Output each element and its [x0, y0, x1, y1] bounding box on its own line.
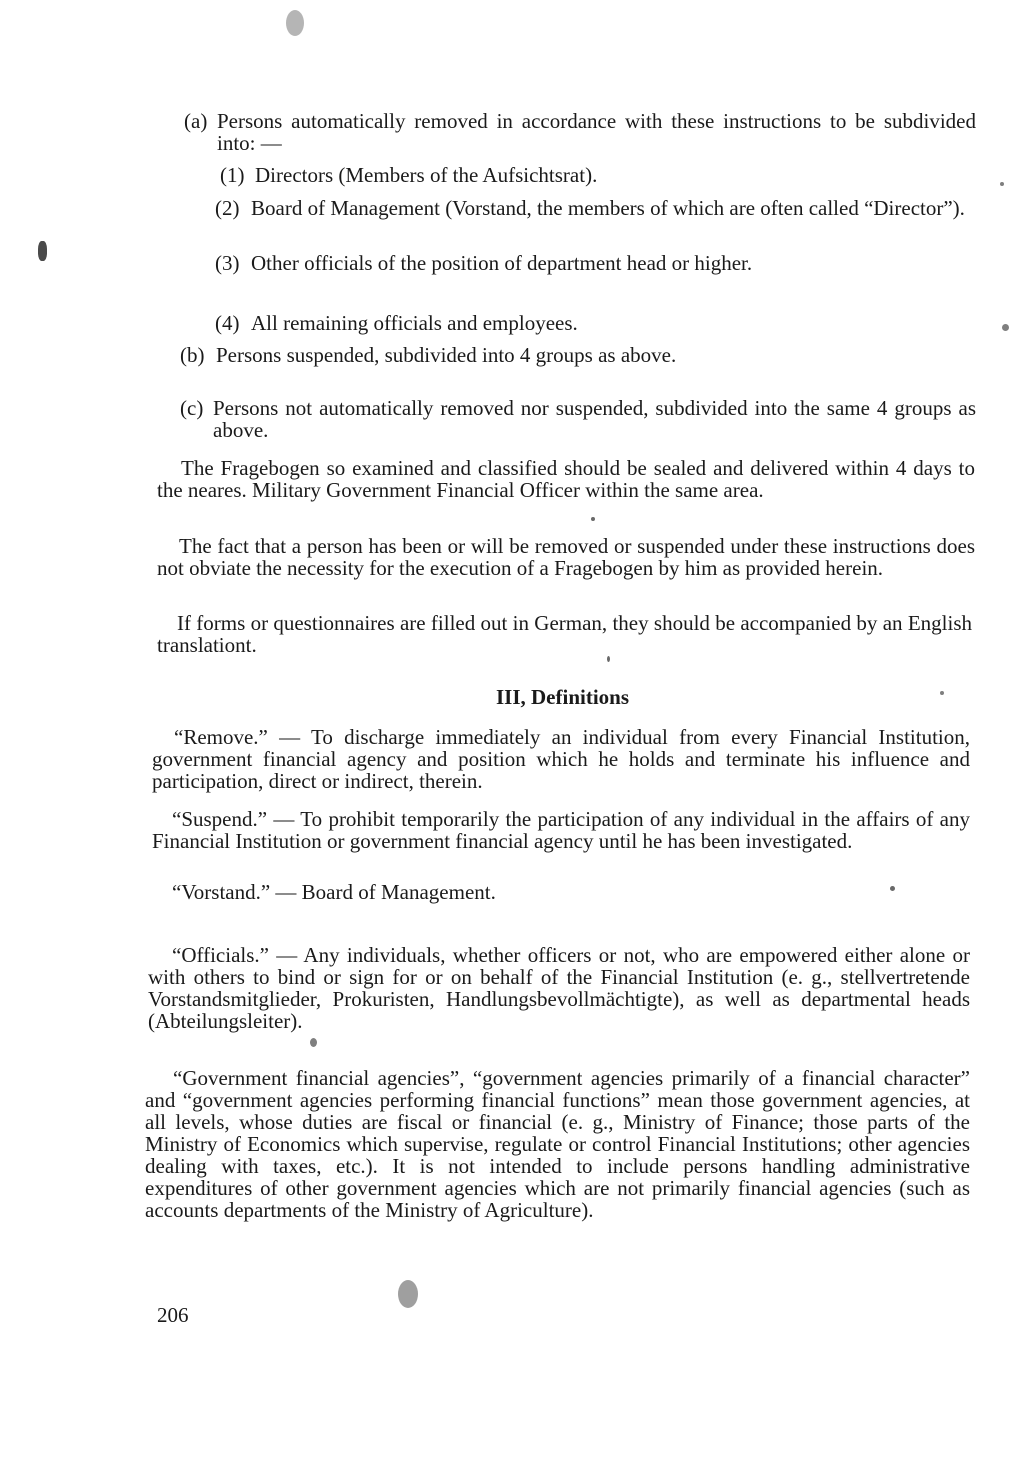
section-a-item-2 [215, 197, 976, 219]
item-2-label: (2) [215, 196, 240, 220]
section-a-item-1 [220, 164, 976, 186]
paragraph-fragebogen-delivery: The Fragebogen so examined and classified should be sealed and delivered within 4 days to the neares. Military Government Financial Officer within the same area. [157, 456, 975, 502]
section-a-text: Persons automatically removed in accordance with these instructions to be subdivided into: — [217, 109, 976, 155]
section-c-label: (c) [180, 396, 204, 420]
item-4-text: All remaining officials and employees. [251, 311, 578, 335]
scan-speck [1002, 324, 1009, 331]
item-2-text: Board of Management (Vorstand, the members of which are often called “Director”). [251, 196, 965, 220]
item-1-label: (1) [220, 163, 245, 187]
scan-speck [398, 1280, 418, 1308]
scan-speck [38, 241, 47, 261]
section-c [180, 397, 976, 441]
scan-speck [1000, 182, 1004, 186]
definition-vorstand: “Vorstand.” — Board of Management. [172, 880, 496, 904]
section-a-item-4 [215, 312, 976, 334]
section-a-label: (a) [184, 109, 208, 133]
section-heading-definitions: III, Definitions [495, 685, 630, 709]
scan-speck [591, 517, 595, 521]
item-4-label: (4) [215, 311, 240, 335]
page-number: 206 [157, 1303, 189, 1327]
section-b-label: (b) [180, 343, 205, 367]
scan-speck [940, 691, 944, 695]
paragraph-translation: If forms or questionnaires are filled out in German, they should be accompanied by an English translationt. [157, 611, 972, 657]
scan-speck [286, 10, 304, 36]
section-b [180, 344, 976, 366]
paragraph-removal-fragebogen: The fact that a person has been or will be removed or suspended under these instructions does not obviate the necessity for the execution of a Fragebogen by him as provided herein. [157, 534, 975, 580]
definition-remove: “Remove.” — To discharge immediately an individual from every Financial Institution, government financial agency and position which he holds and terminate his influence and participation, direct or indirect, therein. [152, 725, 970, 793]
scan-speck [890, 886, 895, 891]
item-3-text: Other officials of the position of department head or higher. [251, 251, 753, 275]
section-b-text: Persons suspended, subdivided into 4 groups as above. [216, 343, 677, 367]
section-a-item-3 [215, 252, 976, 274]
definition-suspend: “Suspend.” — To prohibit temporarily the participation of any individual in the affairs of any Financial Institution or government financial agency until he has been investigated. [152, 807, 970, 853]
section-a [184, 110, 976, 154]
scan-speck [310, 1038, 317, 1047]
section-c-text: Persons not automatically removed nor suspended, subdivided into the same 4 groups as above. [213, 396, 976, 442]
item-1-text: Directors (Members of the Aufsichtsrat). [255, 163, 598, 187]
item-3-label: (3) [215, 251, 240, 275]
definition-government-financial-agencies: “Government financial agencies”, “government agencies primarily of a financial character” and “government agencies performing financial functions” mean those government agencies, at all levels, whose duties are fiscal or financial (e. g., Ministry of Finance; those parts of the Ministry of Economics which supervise, regulate or control Financial Institutions; other agencies dealing with taxes, etc.). It is not intended to include persons handling administrative expenditures of other government agencies which are not primarily financial agencies (such as accounts departments of the Ministry of Agriculture). [145, 1066, 970, 1222]
definition-officials: “Officials.” — Any individuals, whether officers or not, who are empowered either alone or with others to bind or sign for or on behalf of the Financial Institution (e. g., stellvertretende Vorstandsmitglieder, Prokuristen, Handlungsbevollmächtigte), as well as departmental heads (Abteilungsleiter). [148, 943, 970, 1033]
scan-speck [607, 656, 610, 662]
